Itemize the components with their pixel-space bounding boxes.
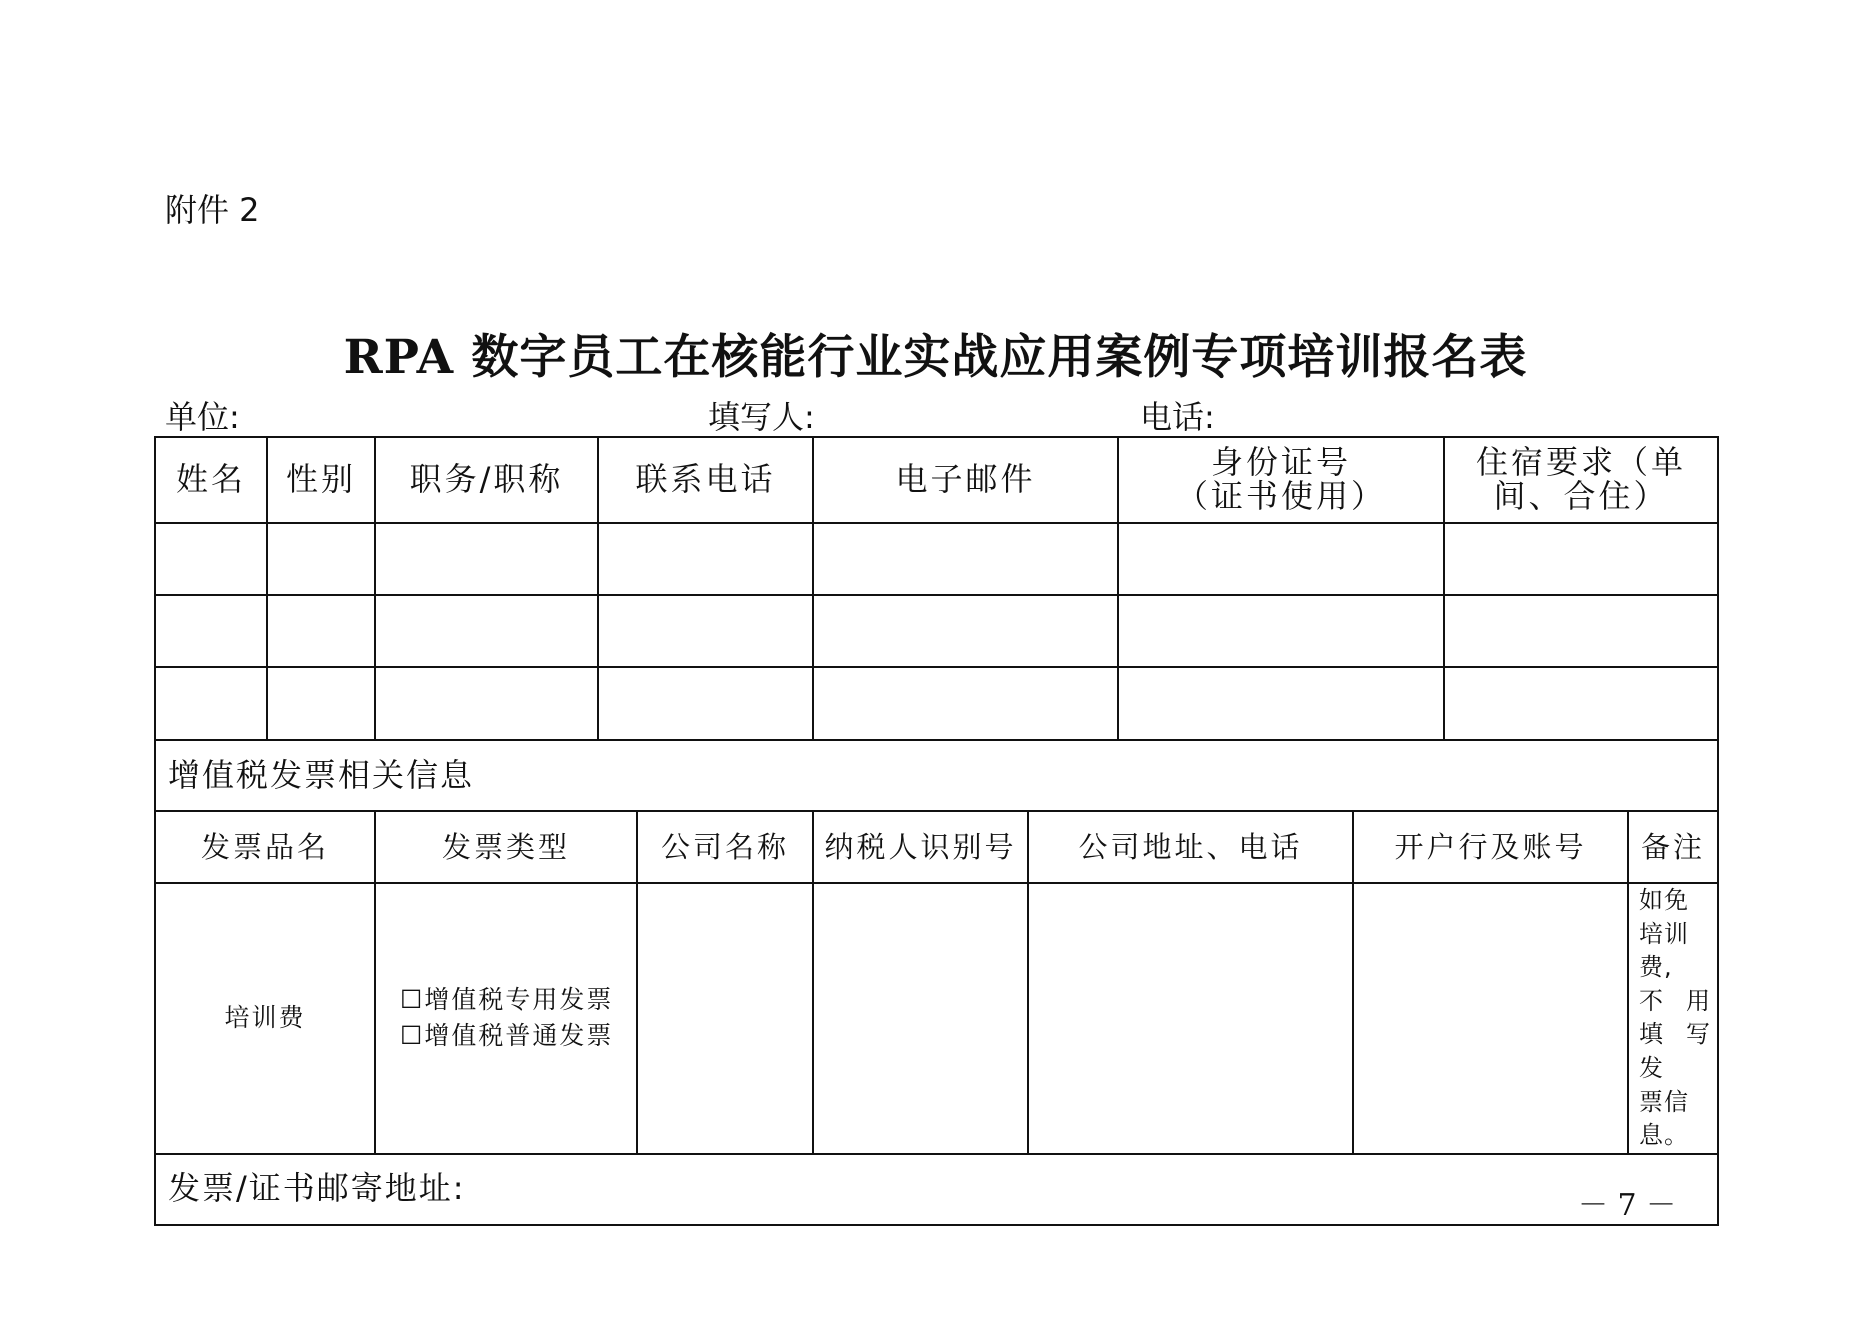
gender-cell[interactable] (267, 595, 375, 667)
lodging-cell[interactable] (1444, 523, 1718, 595)
mailing-address-label[interactable]: 发票/证书邮寄地址: (155, 1154, 1718, 1225)
remarks-line-2: 不用填写发 (1639, 986, 1712, 1082)
invoice-item-cell: 培训费 (155, 883, 375, 1154)
header-remarks: 备注 (1628, 811, 1718, 883)
registration-table (154, 436, 1719, 1226)
gender-cell[interactable] (267, 667, 375, 740)
header-id-line-2: （证书使用） (1176, 477, 1387, 515)
header-lodging (1444, 437, 1718, 523)
email-cell[interactable] (813, 595, 1118, 667)
invoice-section-row (155, 740, 1718, 811)
position-cell[interactable] (375, 523, 598, 595)
name-cell[interactable] (155, 595, 267, 667)
header-bank-account: 开户行及账号 (1353, 811, 1628, 883)
email-cell[interactable] (813, 523, 1118, 595)
id-number-cell[interactable] (1118, 523, 1444, 595)
remarks-cell (1628, 883, 1718, 1154)
attachment-label: 附件 2 (165, 191, 260, 229)
unit-label: 单位: (165, 398, 240, 436)
page-number: － 7 － (1578, 1188, 1677, 1223)
participant-row (155, 667, 1718, 740)
contact-phone-cell[interactable] (598, 523, 813, 595)
header-invoice-type: 发票类型 (375, 811, 637, 883)
form-title: RPA 数字员工在核能行业实战应用案例专项培训报名表 (343, 330, 1528, 385)
header-email: 电子邮件 (813, 437, 1118, 523)
email-cell[interactable] (813, 667, 1118, 740)
invoice-header-row (155, 811, 1718, 883)
contact-phone-cell[interactable] (598, 667, 813, 740)
name-cell[interactable] (155, 523, 267, 595)
remarks-line-1: 如免培训费, (1639, 886, 1690, 982)
mailing-address-row (155, 1154, 1718, 1225)
company-name-cell[interactable] (637, 883, 813, 1154)
vat-special-invoice-checkbox[interactable]: ☐增值税专用发票 (400, 985, 614, 1015)
participant-header-row (155, 437, 1718, 523)
lodging-cell[interactable] (1444, 595, 1718, 667)
header-name: 姓名 (155, 437, 267, 523)
remarks-line-3: 票信息。 (1639, 1087, 1690, 1150)
phone-label: 电话: (1140, 398, 1215, 436)
participant-row (155, 595, 1718, 667)
name-cell[interactable] (155, 667, 267, 740)
header-invoice-item: 发票品名 (155, 811, 375, 883)
participant-row (155, 523, 1718, 595)
filler-label: 填写人: (708, 398, 815, 436)
bank-account-cell[interactable] (1353, 883, 1628, 1154)
header-taxpayer-id: 纳税人识别号 (813, 811, 1028, 883)
header-company-name: 公司名称 (637, 811, 813, 883)
taxpayer-id-cell[interactable] (813, 883, 1028, 1154)
invoice-section-title: 增值税发票相关信息 (155, 740, 1718, 811)
lodging-cell[interactable] (1444, 667, 1718, 740)
header-lodging-line-2: 间、合住） (1493, 477, 1669, 515)
header-company-address: 公司地址、电话 (1028, 811, 1353, 883)
invoice-data-row (155, 883, 1718, 1154)
gender-cell[interactable] (267, 523, 375, 595)
position-cell[interactable] (375, 667, 598, 740)
header-id-line-1: 身份证号 (1211, 443, 1352, 482)
vat-general-invoice-checkbox[interactable]: ☐增值税普通发票 (400, 1021, 614, 1051)
header-position: 职务/职称 (375, 437, 598, 523)
header-contact-phone: 联系电话 (598, 437, 813, 523)
position-cell[interactable] (375, 595, 598, 667)
id-number-cell[interactable] (1118, 667, 1444, 740)
id-number-cell[interactable] (1118, 595, 1444, 667)
header-lodging-line-1: 住宿要求（单 (1476, 443, 1687, 482)
header-gender: 性别 (267, 437, 375, 523)
header-id-number (1118, 437, 1444, 523)
company-address-cell[interactable] (1028, 883, 1353, 1154)
invoice-type-cell (375, 883, 637, 1154)
contact-phone-cell[interactable] (598, 595, 813, 667)
